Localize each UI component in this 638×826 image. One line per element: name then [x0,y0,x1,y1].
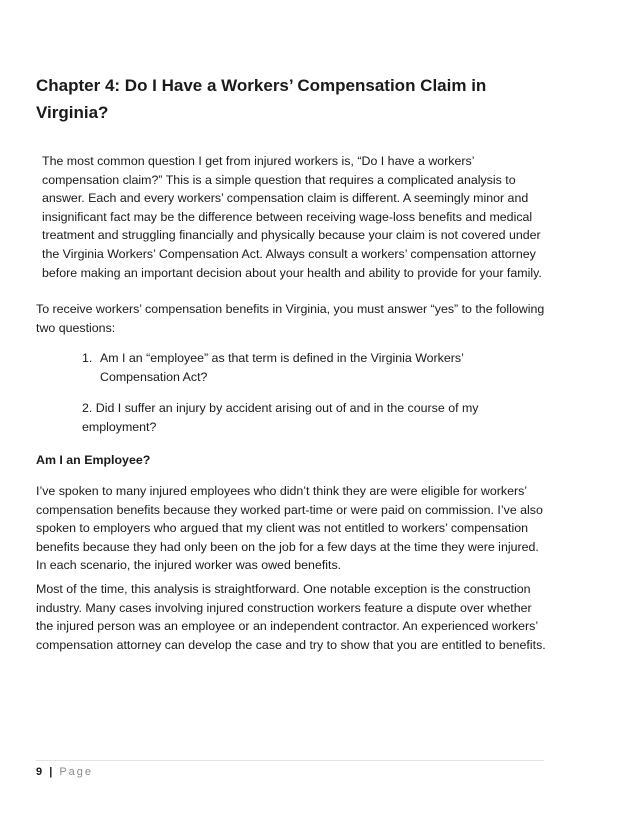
requirement-item-2 [75,399,515,436]
footer-divider [36,760,544,761]
page-number: 9 [36,766,45,778]
page-footer [36,765,93,779]
requirement-item-2-text: 2. Did I suffer an injury by accident arising out of and in the course of my employment? [82,401,479,434]
requirement-item-1 [75,349,515,386]
section-heading-employee: Am I an Employee? [36,453,151,467]
intro-paragraph: The most common question I get from injured workers is, “Do I have a workers’ compensation claim?” This is a simple question that requires a complicated analysis to answer. Each and every workers’ compensation claim is different. A seemingly minor and insignificant fact may be the difference between receiving wage-loss benefits and medical treatment and struggling financially and physically because your claim is not covered under the Virginia Workers’ Compensation Act. Always consult a workers’ compensation attorney before making an important decision about your health and ability to provide for your family. [42,154,542,280]
chapter-title: Chapter 4: Do I Have a Workers’ Compensation Claim in Virginia? [36,76,487,122]
page-separator: | [49,766,55,778]
employee-paragraph-1: I’ve spoken to many injured employees who didn’t think they are were eligible for workers’ compensation benefits because they worked part-time or were paid on commission. I’ve also spoken to employers who argued that my client was not entitled to workers’ compensation benefits because they had only been on the job for a few days at the time they were injured. In each scenario, the injured worker was owed benefits. [36,484,543,573]
page-label: Page [59,766,94,778]
requirement-item-1-text: Am I an “employee” as that term is defined in the Virginia Workers’ Compensation Act? [100,351,464,384]
requirements-lead: To receive workers’ compensation benefits in Virginia, you must answer “yes” to the following two questions: [36,302,545,335]
requirement-item-1-number: 1. [82,351,93,365]
employee-paragraph-2: Most of the time, this analysis is straightforward. One notable exception is the construction industry. Many cases involving injured construction workers feature a dispute over whether the injured person was an employee or an independent contractor. An experienced workers’ compensation attorney can develop the case and try to show that you are entitled to benefits. [36,582,546,652]
